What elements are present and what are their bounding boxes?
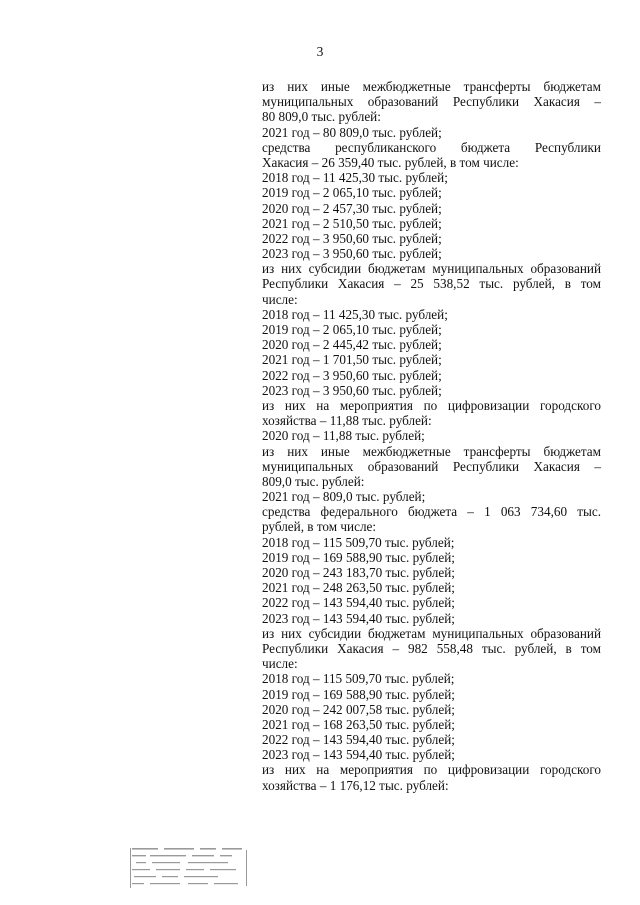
text-line: 2022 год – 3 950,60 тыс. рублей; (262, 367, 442, 383)
text-line: 2021 год – 1 701,50 тыс. рублей; (262, 352, 442, 368)
text-line: числе: (262, 291, 298, 307)
text-line: 2022 год – 143 594,40 тыс. рублей; (262, 595, 455, 611)
text-line: 2023 год – 143 594,40 тыс. рублей; (262, 610, 455, 626)
text-line: 2021 год – 80 809,0 тыс. рублей; (262, 124, 442, 140)
text-line: средства федерального бюджета – 1 063 734,60 тыс. (262, 504, 601, 520)
text-line: 2019 год – 169 588,90 тыс. рублей; (262, 549, 455, 565)
text-line: Хакасия – 26 359,40 тыс. рублей, в том числе: (262, 154, 519, 170)
text-line: муниципальных образований Республики Хакасия – (262, 94, 601, 110)
text-line: числе: (262, 656, 298, 672)
text-line: Республики Хакасия – 25 538,52 тыс. рублей, в том (262, 276, 601, 292)
text-line: из них субсидии бюджетам муниципальных образований (262, 625, 601, 641)
text-line: 2018 год – 115 509,70 тыс. рублей; (262, 671, 455, 687)
text-line: из них на мероприятия по цифровизации городского (262, 762, 601, 778)
text-line: хозяйства – 11,88 тыс. рублей: (262, 413, 432, 429)
registration-stamp (130, 846, 248, 892)
text-line: 2018 год – 11 425,30 тыс. рублей; (262, 170, 448, 186)
text-line: 2020 год – 242 007,58 тыс. рублей; (262, 701, 455, 717)
text-line: 2021 год – 248 263,50 тыс. рублей; (262, 580, 455, 596)
text-line: из них на мероприятия по цифровизации городского (262, 397, 601, 413)
text-line: 2019 год – 2 065,10 тыс. рублей; (262, 322, 442, 337)
text-line: 2018 год – 115 509,70 тыс. рублей; (262, 534, 455, 550)
text-line: 2019 год – 169 588,90 тыс. рублей; (262, 686, 455, 702)
document-body (262, 79, 601, 793)
text-line: Республики Хакасия – 982 558,48 тыс. рублей, в том (262, 640, 601, 656)
text-line: 2020 год – 243 183,70 тыс. рублей; (262, 565, 455, 580)
text-line: средства республиканского бюджета Республики (262, 139, 601, 155)
text-line: 2021 год – 809,0 тыс. рублей; (262, 489, 426, 505)
text-line: 2023 год – 3 950,60 тыс. рублей; (262, 382, 442, 398)
text-line: 2021 год – 2 510,50 тыс. рублей; (262, 215, 442, 231)
text-line: 2022 год – 143 594,40 тыс. рублей; (262, 732, 455, 748)
text-line: 2020 год – 2 457,30 тыс. рублей; (262, 200, 442, 216)
text-line: 809,0 тыс. рублей: (262, 473, 365, 489)
text-line: 2022 год – 3 950,60 тыс. рублей; (262, 230, 442, 246)
text-line: рублей, в том числе: (262, 519, 377, 535)
text-line: хозяйства – 1 176,12 тыс. рублей: (262, 777, 449, 793)
text-line: муниципальных образований Республики Хакасия – (262, 458, 601, 474)
text-line: 2023 год – 3 950,60 тыс. рублей; (262, 246, 442, 262)
page-number: 3 (316, 44, 324, 59)
text-line: из них иные межбюджетные трансферты бюджетам (262, 79, 601, 94)
text-line: 2019 год – 2 065,10 тыс. рублей; (262, 185, 442, 201)
text-line: 80 809,0 тыс. рублей: (262, 109, 381, 125)
text-line: 2023 год – 143 594,40 тыс. рублей; (262, 747, 455, 763)
text-line: 2020 год – 11,88 тыс. рублей; (262, 428, 425, 444)
text-line: из них иные межбюджетные трансферты бюджетам (262, 443, 601, 459)
text-line: 2021 год – 168 263,50 тыс. рублей; (262, 716, 455, 732)
text-line: 2020 год – 2 445,42 тыс. рублей; (262, 337, 442, 353)
text-line: 2018 год – 11 425,30 тыс. рублей; (262, 306, 448, 322)
text-line: из них субсидии бюджетам муниципальных образований (262, 261, 601, 277)
